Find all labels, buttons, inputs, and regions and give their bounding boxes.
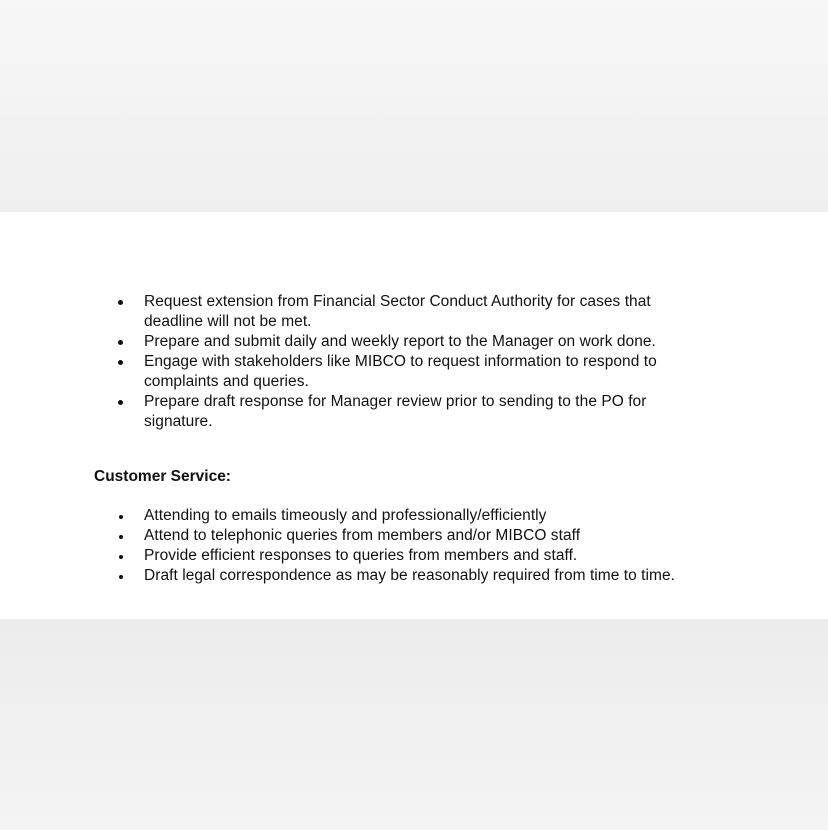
list-item xyxy=(0,566,828,586)
top-backdrop xyxy=(0,0,828,212)
list-item-text: Prepare and submit daily and weekly report to the Manager on work done. xyxy=(144,333,656,350)
bullet-icon xyxy=(118,360,123,365)
list-item-text: Engage with stakeholders like MIBCO to request information to respond to complaints and queries. xyxy=(144,353,657,390)
list-item-text: Attending to emails timeously and professionally/efficiently xyxy=(144,507,547,524)
list-item xyxy=(0,546,828,566)
list-item xyxy=(0,332,828,352)
list-item-text: Request extension from Financial Sector Conduct Authority for cases that deadline will not be met. xyxy=(144,293,651,330)
customer-service-list xyxy=(0,506,828,586)
list-item xyxy=(0,292,828,332)
section-heading: Customer Service: xyxy=(94,468,231,485)
list-item-text: Provide efficient responses to queries from members and staff. xyxy=(144,547,578,564)
bullet-icon xyxy=(118,340,123,345)
bullet-icon xyxy=(118,300,123,305)
bottom-backdrop xyxy=(0,619,828,830)
list-item-text: Attend to telephonic queries from members and/or MIBCO staff xyxy=(144,527,581,544)
bullet-icon xyxy=(119,575,123,579)
bullet-icon xyxy=(119,555,123,559)
duties-list xyxy=(0,292,828,432)
list-item xyxy=(0,506,828,526)
list-item xyxy=(0,352,828,392)
document-page xyxy=(0,212,828,619)
bullet-icon xyxy=(119,535,123,539)
list-item xyxy=(0,526,828,546)
list-item-text: Draft legal correspondence as may be reasonably required from time to time. xyxy=(144,567,675,584)
bullet-icon xyxy=(119,515,123,519)
list-item xyxy=(0,392,828,432)
bullet-icon xyxy=(118,400,123,405)
list-item-text: Prepare draft response for Manager review prior to sending to the PO for signature. xyxy=(144,393,647,430)
